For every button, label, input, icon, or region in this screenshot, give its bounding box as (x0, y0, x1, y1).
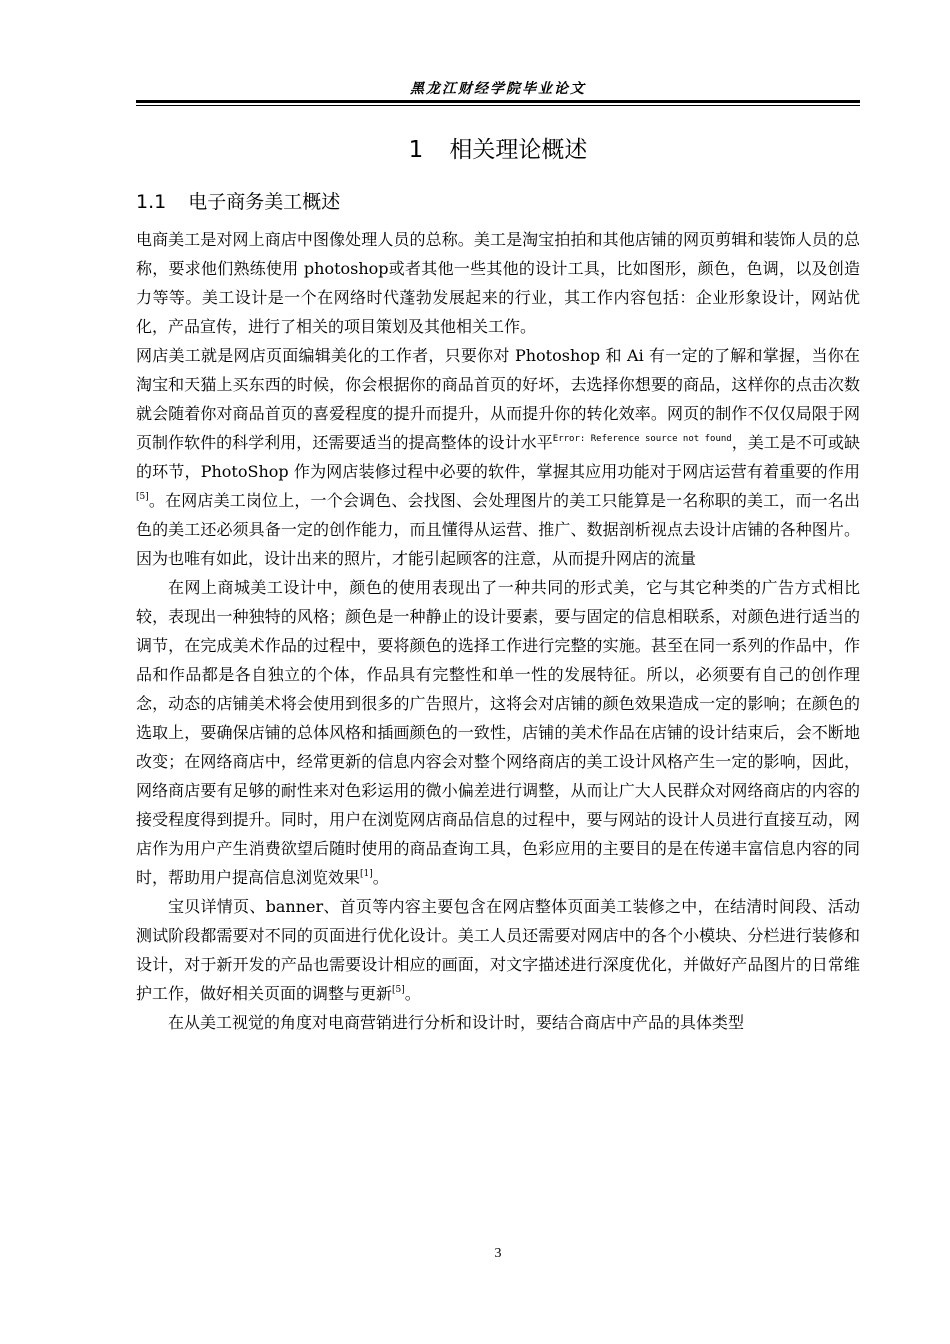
section-number: 1.1 (136, 191, 167, 213)
header-rule-thick (136, 100, 860, 103)
section-heading (136, 188, 340, 216)
paragraph-5: 在从美工视觉的角度对电商营销进行分析和设计时，要结合商店中产品的具体类型 (168, 1013, 745, 1032)
paragraph-2-text-b: ，美工是不可或缺的环节，PhotoShop 作为网店装修过程中必要的软件，掌握其应用功能对于网店运营有着重要的作用 (136, 433, 860, 481)
chapter-title (136, 134, 860, 166)
paragraph-2-text-a: 网店美工就是网店页面编辑美化的工作者，只要你对 Photoshop 和 Ai 有一定的了解和掌握，当你在淘宝和天猫上买东西的时候，你会根据你的商品首页的好坏，去选择你想要的商品，这样你的点击次数就会随着你对商品首页的喜爱程度的提升而提升，从而提升你的转化效率。网页的制作不仅仅局限于网页制作软件的科学利用，还需要适当的提高整体的设计水平 (136, 346, 860, 452)
citation-superscript: [5] (136, 492, 149, 502)
citation-superscript: [1] (360, 869, 373, 879)
section-title-text: 电子商务美工概述 (188, 191, 341, 213)
reference-error-note: Error: Reference source not found (552, 434, 732, 444)
paragraph-3-text-a: 在网上商城美工设计中，颜色的使用表现出了一种共同的形式美，它与其它种类的广告方式相比较，表现出一种独特的风格；颜色是一种静止的设计要素，要与固定的信息相联系，对颜色进行适当的调节，在完成美术作品的过程中，要将颜色的选择工作进行完整的实施。甚至在同一系列的作品中，作品和作品都是各自独立的个体，作品具有完整性和单一性的发展特征。所以，必须要有自己的创作理念，动态的店铺美术将会使用到很多的广告照片，这将会对店铺的颜色效果造成一定的影响；在颜色的选取上，要确保店铺的总体风格和插画颜色的一致性，店铺的美术作品在店铺的设计结束后，会不断地改变；在网络商店中，经常更新的信息内容会对整个网络商店的美工设计风格产生一定的影响，因此，网络商店要有足够的耐性来对色彩运用的微小偏差进行调整，从而让广大人民群众对网络商店的内容的接受程度得到提升。同时，用户在浏览网店商品信息的过程中，要与网站的设计人员进行直接互动，网店作为用户产生消费欲望后随时使用的商品查询工具，色彩应用的主要目的是在传递丰富信息内容的同时，帮助用户提高信息浏览效果 (136, 578, 860, 887)
paragraph-2 (136, 341, 860, 573)
paragraph-4-text-a: 宝贝详情页、banner、首页等内容主要包含在网店整体页面美工装修之中，在结清时间段、活动测试阶段都需要对不同的页面进行优化设计。美工人员还需要对网店中的各个小模块、分栏进行装修和设计，对于新开发的产品也需要设计相应的画面，对文字描述进行深度优化，并做好产品图片的日常维护工作，做好相关页面的调整与更新 (136, 897, 860, 1003)
paragraph-4 (136, 892, 860, 1008)
citation-superscript: [5] (392, 985, 405, 995)
chapter-number: 1 (408, 137, 424, 163)
page-number: 3 (494, 1246, 502, 1261)
paragraph-3 (136, 573, 860, 892)
paragraph-2-text-c: 。在网店美工岗位上，一个会调色、会找图、会处理图片的美工只能算是一名称职的美工，而一名出色的美工还必须具备一定的创作能力，而且懂得从运营、推广、数据剖析视点去设计店铺的各种图片。因为也唯有如此，设计出来的照片，才能引起顾客的注意，从而提升网店的流量 (136, 491, 860, 568)
paragraph-4-text-b: 。 (404, 984, 421, 1003)
chapter-title-text: 相关理论概述 (449, 137, 588, 163)
header-rule-thin (136, 105, 860, 106)
paragraph-1: 电商美工是对网上商店中图像处理人员的总称。美工是淘宝拍拍和其他店铺的网页剪辑和装饰人员的总称，要求他们熟练使用 photoshop或者其他一些其他的设计工具，比如图形，颜色，色调，以及创造力等等。美工设计是一个在网络时代蓬勃发展起来的行业，其工作内容包括：企业形象设计，网站优化，产品宣传，进行了相关的项目策划及其他相关工作。 (136, 230, 860, 336)
running-header-title: 黑龙江财经学院毕业论文 (410, 81, 586, 97)
paragraph-3-text-b: 。 (372, 868, 389, 887)
body-text (136, 225, 860, 1037)
